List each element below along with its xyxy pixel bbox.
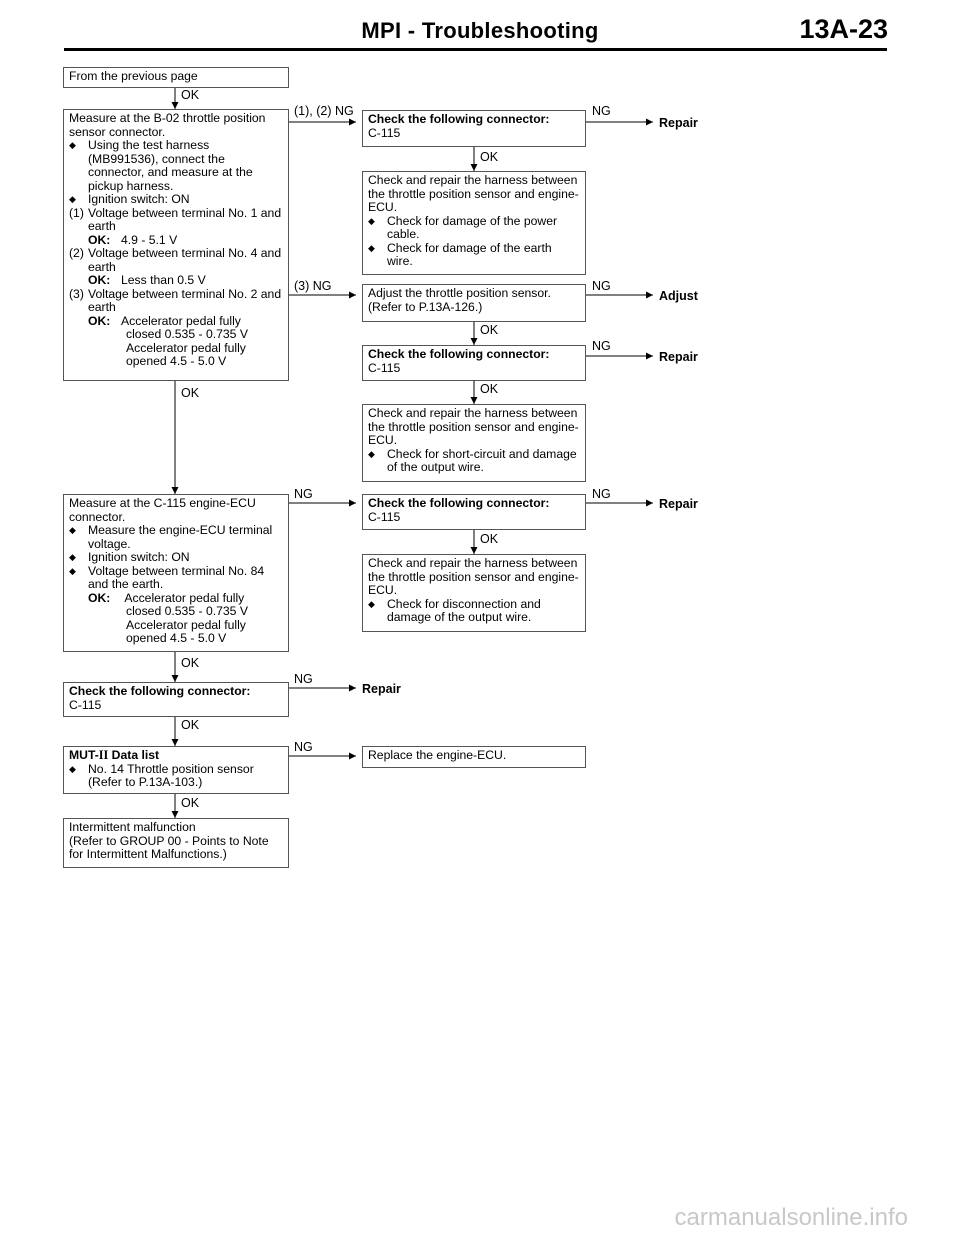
b02-measure-1-value: 4.9 - 5.1 V — [121, 232, 178, 247]
mut-title — [69, 749, 283, 763]
box-repair-harness-1 — [362, 171, 586, 275]
check-connector-title: Check the following connector: — [69, 684, 251, 698]
b02-measure-3-num: (3) — [69, 286, 84, 301]
label-ok: OK — [181, 796, 200, 810]
c115-ok-value-3: Accelerator pedal fully — [126, 617, 246, 632]
replace-ecu-text: Replace the engine-ECU. — [368, 748, 507, 762]
endpoint-repair: Repair — [362, 682, 401, 696]
b02-measure-1-text: Voltage between terminal No. 1 and earth — [88, 205, 282, 233]
label-ok: OK — [480, 323, 499, 337]
adjust-tps-text: Adjust the throttle position sensor. — [368, 286, 551, 300]
check-connector-id: C-115 — [368, 509, 401, 524]
box-text: From the previous page — [69, 69, 198, 83]
c115-intro: Measure at the C-115 engine-ECU connector. — [69, 496, 256, 524]
label-ok: OK — [181, 718, 200, 732]
b02-measure-2-num: (2) — [69, 246, 84, 260]
b02-measure-2 — [69, 247, 283, 274]
b02-measure-3-text: Voltage between terminal No. 2 and earth — [88, 286, 282, 314]
label-ng: NG — [592, 104, 611, 118]
endpoint-repair: Repair — [659, 116, 698, 130]
box-check-connector-1 — [362, 110, 586, 147]
label-ng: NG — [294, 672, 313, 686]
b02-measure-3 — [69, 288, 283, 315]
adjust-tps-ref: (Refer to P.13A-126.) — [368, 299, 483, 314]
b02-bullet-ignition: ◆ Ignition switch: ON — [69, 193, 283, 207]
c115-bullet-terminal-84: ◆ Voltage between terminal No. 84 and the earth. — [69, 565, 283, 592]
label-ng-1-2: (1), (2) NG — [294, 104, 354, 118]
label-ng-3: (3) NG — [294, 279, 332, 293]
label-ok: OK — [181, 386, 200, 400]
box-replace-ecu — [362, 746, 586, 768]
b02-measure-3-value-3: Accelerator pedal fully — [126, 340, 246, 355]
endpoint-adjust: Adjust — [659, 289, 698, 303]
c115-ok — [69, 592, 283, 606]
repair-bullet-earth-wire: ◆ Check for damage of the earth wire. — [368, 242, 580, 269]
label-ng: NG — [592, 339, 611, 353]
check-connector-title: Check the following connector: — [368, 496, 550, 510]
label-ok: OK — [480, 382, 499, 396]
label-ng: NG — [592, 487, 611, 501]
box-adjust-tps — [362, 284, 586, 322]
label-ok: OK — [181, 656, 200, 670]
mut-bullet-tps: ◆ No. 14 Throttle position sensor (Refer to P.13A-103.) — [69, 763, 283, 790]
intermittent-line-1: Intermittent malfunction — [69, 820, 196, 834]
b02-measure-2-value: Less than 0.5 V — [121, 273, 206, 287]
mut-title-b: II — [98, 748, 109, 762]
c115-bullet-ignition: ◆ Ignition switch: ON — [69, 551, 283, 565]
endpoint-repair: Repair — [659, 497, 698, 511]
check-connector-id: C-115 — [69, 697, 102, 712]
b02-measure-3-value-1: Accelerator pedal fully — [121, 313, 241, 328]
box-mut-data-list — [63, 746, 289, 794]
mut-title-c: Data list — [108, 748, 160, 762]
box-measure-b02 — [63, 109, 289, 381]
b02-bullet-harness: ◆ Using the test harness (MB991536), connect the connector, and measure at the pickup harness. — [69, 139, 283, 193]
box-check-connector-4 — [63, 682, 289, 717]
box-from-previous-page — [63, 67, 289, 88]
b02-measure-1-num: (1) — [69, 205, 84, 220]
box-check-connector-3 — [362, 494, 586, 530]
repair-harness-intro: Check and repair the harness between the throttle position sensor and engine-ECU. — [368, 406, 579, 447]
check-connector-id: C-115 — [368, 360, 401, 375]
box-repair-harness-3 — [362, 554, 586, 632]
repair-bullet-disconnection: ◆ Check for disconnection and damage of the output wire. — [368, 598, 580, 625]
box-check-connector-2 — [362, 345, 586, 381]
label-ok: OK — [181, 88, 200, 102]
page-title: MPI - Troubleshooting — [361, 18, 599, 43]
c115-bullet-terminal-voltage: ◆ Measure the engine-ECU terminal voltage. — [69, 524, 283, 551]
b02-intro: Measure at the B-02 throttle position sensor connector. — [69, 111, 266, 139]
check-connector-id: C-115 — [368, 125, 401, 140]
repair-bullet-power-cable: ◆ Check for damage of the power cable. — [368, 215, 580, 242]
repair-harness-intro: Check and repair the harness between the throttle position sensor and engine-ECU. — [368, 556, 579, 597]
c115-ok-value-4: opened 4.5 - 5.0 V — [126, 631, 227, 645]
watermark: carmanualsonline.info — [674, 1204, 908, 1231]
box-repair-harness-2 — [362, 404, 586, 482]
page-code: 13A-23 — [799, 14, 888, 44]
repair-harness-intro: Check and repair the harness between the throttle position sensor and engine-ECU. — [368, 173, 579, 214]
mut-title-a: MUT- — [69, 748, 99, 762]
b02-measure-1 — [69, 207, 283, 234]
b02-measure-1-ok — [69, 234, 283, 248]
b02-measure-3-ok — [69, 315, 283, 329]
label-ng: NG — [592, 279, 611, 293]
label-ng: NG — [294, 487, 313, 501]
repair-bullet-output-wire: ◆ Check for short-circuit and damage of the output wire. — [368, 448, 580, 475]
ok-label: OK: — [88, 313, 111, 328]
b02-measure-2-ok — [69, 274, 283, 288]
box-measure-c115 — [63, 494, 289, 652]
intermittent-line-2: (Refer to GROUP 00 - Points to Note — [69, 833, 269, 848]
label-ok: OK — [480, 150, 499, 164]
b02-measure-3-value-4: opened 4.5 - 5.0 V — [126, 354, 227, 368]
b02-measure-3-value-2: closed 0.535 - 0.735 V — [126, 327, 248, 341]
label-ng: NG — [294, 740, 313, 754]
check-connector-title: Check the following connector: — [368, 347, 550, 361]
c115-ok-value-2: closed 0.535 - 0.735 V — [126, 604, 248, 618]
c115-ok-value-1: Accelerator pedal fully — [124, 590, 245, 605]
label-ok: OK — [480, 532, 499, 546]
ok-label: OK: — [88, 590, 111, 605]
box-intermittent-malfunction — [63, 818, 289, 868]
ok-label: OK: — [88, 273, 111, 287]
check-connector-title: Check the following connector: — [368, 112, 550, 126]
ok-label: OK: — [88, 232, 111, 247]
intermittent-line-3: for Intermittent Malfunctions.) — [69, 847, 227, 861]
b02-measure-2-text: Voltage between terminal No. 4 and earth — [88, 246, 282, 274]
endpoint-repair: Repair — [659, 350, 698, 364]
